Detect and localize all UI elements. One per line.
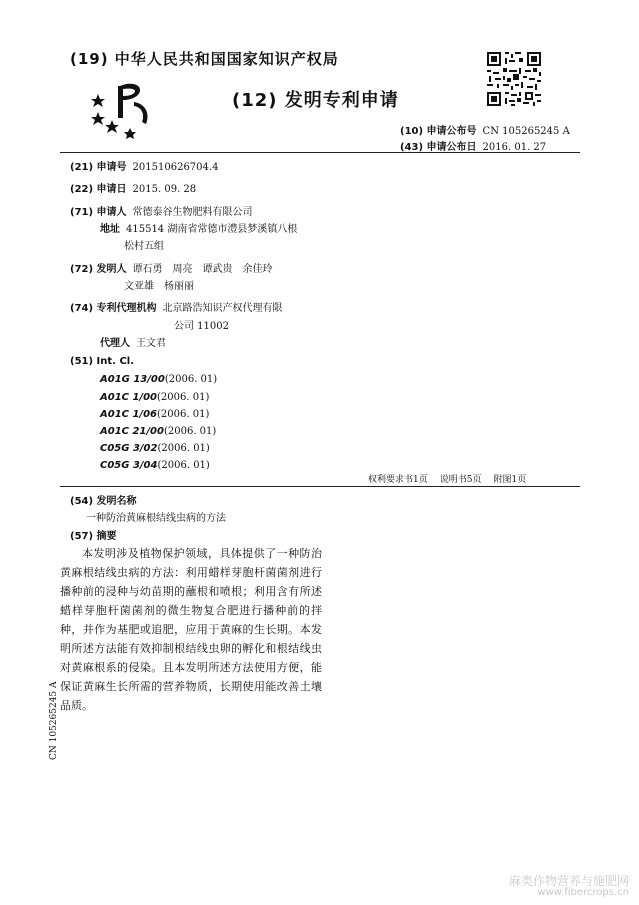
applicant-label: (71) 申请人 — [70, 207, 127, 218]
patent-agency-line-1: 北京路浩知识产权代理有限 — [162, 303, 283, 314]
page-counts — [368, 472, 538, 485]
watermark-url: www.fibercrops.cn — [537, 887, 629, 898]
drawings-page-count: 附图1页 — [493, 475, 527, 485]
agent-value: 王文君 — [136, 338, 166, 349]
abstract-text: 本发明涉及植物保护领域，具体提供了一种防治黄麻根结线虫病的方法：利用蜡样芽胞杆菌菌剂进行播种前的浸种与幼苗期的蘸根和喷根；利用含有所述蜡样芽胞杆菌菌剂的微生物复合肥进行播种前的拌种，并作为基肥或追肥，应用于黄麻的生长期。本发明所述方法能有效抑制根结线虫卵的孵化和根结线虫对黄麻根系的侵染。且本发明所述方法使用方便，能保证黄麻生长所需的营养物质，长期使用能改善土壤品质。 — [60, 547, 322, 712]
patent-agency-line-2: 公司 11002 — [174, 321, 229, 332]
applicant-value: 常德泰谷生物肥料有限公司 — [132, 207, 253, 218]
ipc-code: A01C 1/00 — [100, 392, 158, 403]
ipc-version: (2006. 01) — [157, 443, 210, 454]
claims-page-count: 权利要求书1页 — [368, 475, 428, 485]
ipc-row — [100, 460, 210, 471]
address-field — [100, 220, 297, 235]
side-publication-number: CN 105265245 A — [49, 681, 59, 760]
application-number-field — [70, 158, 218, 173]
ipc-code: A01G 13/00 — [100, 374, 165, 385]
ipc-code: C05G 3/02 — [100, 443, 158, 454]
ipc-code: C05G 3/04 — [100, 460, 158, 471]
agent-field — [100, 334, 166, 349]
watermark — [509, 875, 629, 899]
ipc-version: (2006. 01) — [164, 374, 218, 385]
description-page-count: 说明书5页 — [439, 475, 482, 485]
header-divider — [60, 152, 580, 153]
abstract-label: (57) 摘要 — [70, 531, 117, 542]
applicant-field — [70, 203, 253, 218]
document-type-title: (12) 发明专利申请 — [232, 90, 399, 111]
inventors-field — [70, 260, 273, 275]
qr-code-icon — [485, 50, 543, 108]
watermark-site-name: 麻类作物营养与施肥网 — [508, 874, 629, 888]
ipc-label: (51) Int. Cl. — [70, 356, 135, 367]
ipc-version: (2006. 01) — [163, 426, 217, 437]
invention-title: 一种防治黄麻根结线虫病的方法 — [86, 513, 226, 524]
publication-date-label: (43) 申请公布日 — [400, 142, 477, 153]
filing-date-value: 2015. 09. 28 — [132, 184, 197, 195]
filing-date-field — [70, 180, 196, 195]
ipc-row — [100, 426, 216, 437]
abstract-body — [60, 544, 322, 715]
ipc-version: (2006. 01) — [157, 409, 210, 420]
ipc-row — [100, 409, 209, 420]
address-line-1: 415514 湖南省常德市澧县梦溪镇八根 — [126, 224, 298, 235]
invention-title-label: (54) 发明名称 — [70, 496, 137, 507]
filing-date-label: (22) 申请日 — [70, 184, 127, 195]
ipc-version: (2006. 01) — [157, 392, 210, 403]
publication-number-label: (10) 申请公布号 — [400, 126, 477, 137]
publication-date-field — [400, 138, 546, 153]
patent-agency-label: (74) 专利代理机构 — [70, 303, 157, 314]
ipc-code: A01C 21/00 — [100, 426, 164, 437]
inventors-label: (72) 发明人 — [70, 264, 127, 275]
inventors-line-1: 谭石勇 周亮 谭武贵 余佳玲 — [132, 264, 273, 275]
agent-label: 代理人 — [100, 338, 130, 349]
publication-number-field — [400, 122, 570, 137]
ipc-row — [100, 443, 210, 454]
address-line-2: 松村五组 — [124, 241, 164, 252]
ipc-code: A01C 1/06 — [100, 409, 158, 420]
publication-number-value: CN 105265245 A — [482, 126, 570, 137]
application-number-value: 201510626704.4 — [132, 162, 219, 173]
section-divider — [60, 486, 580, 487]
cnipa-emblem-icon — [90, 82, 154, 144]
publication-date-value: 2016. 01. 27 — [482, 142, 547, 153]
application-number-label: (21) 申请号 — [70, 162, 127, 173]
office-header: (19) 中华人民共和国国家知识产权局 — [70, 50, 339, 68]
address-label: 地址 — [100, 224, 120, 235]
patent-agency-field — [70, 299, 283, 314]
inventors-line-2: 文亚雄 杨丽丽 — [124, 281, 194, 292]
ipc-row — [100, 392, 209, 403]
ipc-version: (2006. 01) — [157, 460, 210, 471]
ipc-row — [100, 374, 217, 385]
